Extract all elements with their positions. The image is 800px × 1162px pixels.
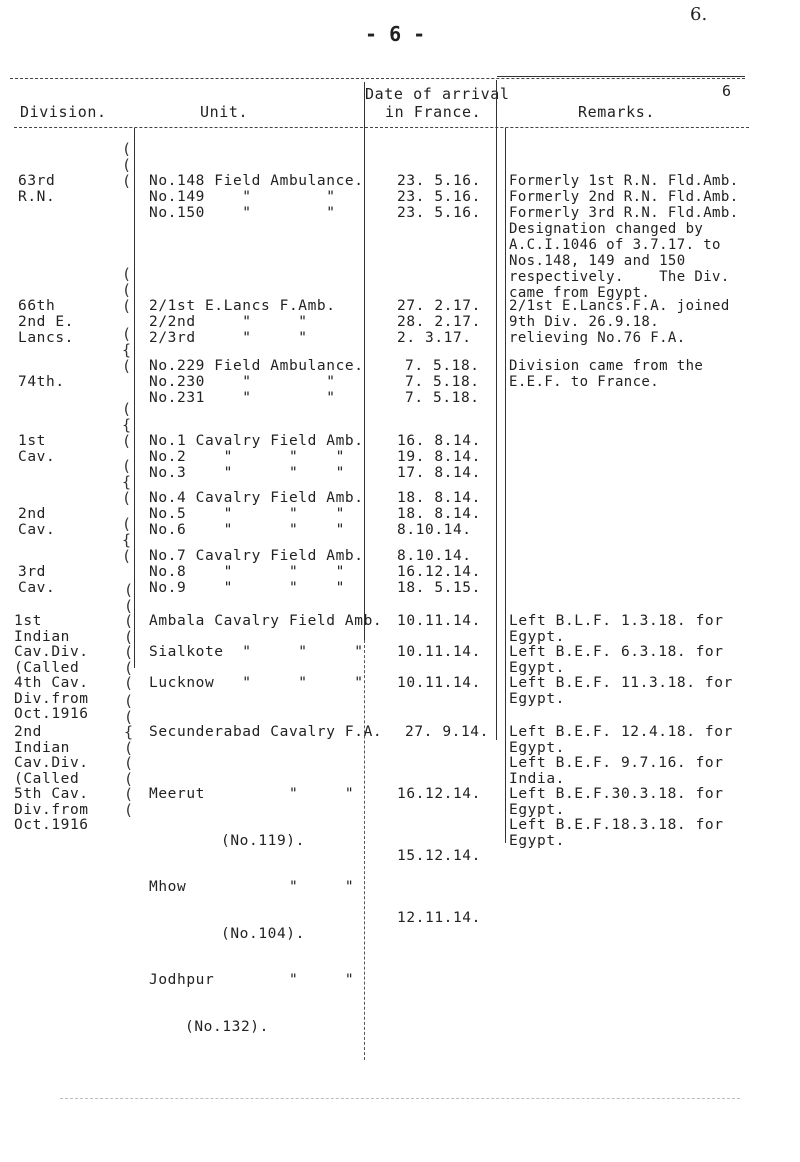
header-unit: Unit. (200, 103, 249, 121)
unit-cell: No.229 Field Ambulance. No.230 " " No.231 " " (149, 358, 364, 406)
brace: ( { ( (122, 325, 132, 375)
brace: ( ( { ( ( ( ( ( (124, 692, 134, 819)
unit-cell: Ambala Cavalry Field Amb. Sialkote " " " Lucknow " " " (149, 613, 383, 691)
division-cell: 63rd R.N. (18, 173, 56, 205)
date-cell: 27. 2.17. 28. 2.17. 2. 3.17. (397, 298, 481, 346)
date-cell: 7. 5.18. 7. 5.18. 7. 5.18. (405, 358, 480, 406)
unit-cell: No.7 Cavalry Field Amb. No.8 " " " No.9 " " " (149, 548, 364, 596)
division-cell: 66th 2nd E. Lancs. (18, 298, 74, 346)
date-cell: 23. 5.16. 23. 5.16. 23. 5.16. (397, 173, 481, 221)
brace: ( { ( (122, 400, 132, 450)
footer-rule (60, 1098, 740, 1099)
header-date-line1: Date of arrival (365, 85, 510, 103)
date-cell: 16. 8.14. 19. 8.14. 17. 8.14. (397, 433, 481, 481)
brace: ( { ( (122, 515, 132, 565)
header-bottom-rule (14, 127, 749, 128)
page-number: - 6 - (365, 22, 426, 46)
corner-mark: 6. (690, 4, 708, 25)
header-top-rule-right (497, 76, 745, 77)
unit-cell: No.1 Cavalry Field Amb. No.2 " " " No.3 " " " (149, 433, 364, 481)
unit-cell: No.148 Field Ambulance. No.149 " " No.150 " " (149, 173, 364, 221)
date-cell: 18. 8.14. 18. 8.14. 8.10.14. (397, 490, 481, 538)
remarks-cell: Formerly 1st R.N. Fld.Amb. Formerly 2nd R.N. Fld.Amb. Formerly 3rd R.N. Fld.Amb. Designation changed by A.C.I.1046 of 3.7.17. to Nos.148, 149 and 150 respectively. The Div. came from Egypt. (509, 173, 739, 301)
remarks-cell: Left B.L.F. 1.3.18. for Egypt. Left B.E.F. 6.3.18. for Egypt. Left B.E.F. 11.3.18. for Egypt. (509, 613, 733, 707)
division-cell: 74th. (18, 374, 65, 390)
column-divider-date-left (364, 82, 365, 642)
date-cell: 10.11.14. 10.11.14. 10.11.14. (397, 613, 481, 691)
column-divider-unit (134, 128, 135, 668)
brace: ( ( ( (122, 140, 132, 190)
division-cell: 2nd Indian Cav.Div. (Called 5th Cav. Div.from Oct.1916 (14, 724, 89, 833)
header-top-rule (10, 78, 745, 79)
column-divider-remarks-left (505, 128, 506, 843)
remarks-cell: Division came from the E.E.F. to France. (509, 358, 704, 390)
remarks-cell: Left B.E.F. 12.4.18. for Egypt. Left B.E.F. 9.7.16. for India. Left B.E.F.30.3.18. for Egypt. Left B.E.F.18.3.18. for Egypt. (509, 724, 733, 849)
division-cell: 1st Cav. (18, 433, 56, 465)
date-cell: 27. 9.14. 16.12.14. 15.12.14. 12.11.14. (397, 724, 489, 926)
unit-cell: 2/1st E.Lancs F.Amb. 2/2nd " " 2/3rd " " (149, 298, 336, 346)
header-division: Division. (20, 103, 107, 121)
brace: ( ( ( (122, 265, 132, 315)
corner-mark-box: 6 (722, 82, 732, 100)
brace: ( ( ( ( ( ( ( (124, 581, 134, 692)
brace: ( { ( (122, 457, 132, 507)
header-date-line2: in France. (385, 103, 482, 121)
date-cell: 8.10.14. 16.12.14. 18. 5.15. (397, 548, 481, 596)
division-cell: 3rd Cav. (18, 564, 56, 596)
division-cell: 2nd Cav. (18, 506, 56, 538)
header-remarks: Remarks. (578, 103, 656, 121)
remarks-cell: 2/1st E.Lancs.F.A. joined 9th Div. 26.9.18. relieving No.76 F.A. (509, 298, 730, 346)
unit-cell: Secunderabad Cavalry F.A. Meerut " " (No.119). Mhow " " (No.104). Jodhpur " " (No.132). (149, 724, 383, 1035)
column-divider-date-right (496, 80, 497, 740)
unit-cell: No.4 Cavalry Field Amb. No.5 " " " No.6 " " " (149, 490, 364, 538)
division-cell: 1st Indian Cav.Div. (Called 4th Cav. Div.from Oct.1916 (14, 613, 89, 722)
